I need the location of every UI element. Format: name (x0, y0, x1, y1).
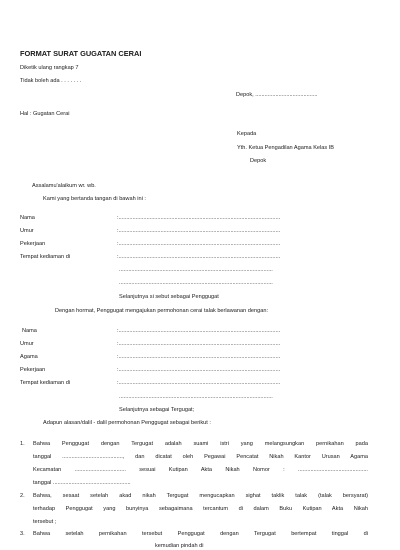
list-item (20, 531, 368, 550)
defendant-caption: Selanjutnya sebagai Tergugat; (119, 407, 195, 413)
recipient-title: Yth. Ketua Pengadilan Agama Kelas IB (237, 145, 335, 151)
item-line: tersebut ; (33, 519, 57, 525)
field-label: Umur (20, 341, 34, 347)
field-value: :........................................................................................................ (117, 228, 281, 234)
address-line: ................................................................................................... (119, 394, 273, 400)
place-date: Depok, ........................................ (236, 92, 318, 98)
field-value: :........................................................................................................ (117, 254, 281, 260)
item-number: 2. (20, 493, 25, 499)
request-text: Dengan hormat, Penggugat mengajukan permohonan cerai talak berlawanan dengan: (55, 308, 269, 314)
recipient-to: Kepada (237, 131, 257, 137)
subject-line: Hal : Gugatan Cerai (20, 111, 70, 117)
list-item (20, 493, 368, 529)
typing-note: Diketik ulang rangkap 7 (20, 65, 79, 71)
recipient-city: Depok (250, 158, 267, 164)
address-line: ................................................................................................... (119, 280, 273, 286)
item-number: 3. (20, 531, 25, 537)
reasons-intro: Adapun alasan/dalil - dalil permohonan Penggugat sebagai berikut : (43, 420, 211, 426)
item-line: Bahwa, sesaat setelah akad nikah Tergugat mengucapkan sighat taklik talak (talak bersyarat) (33, 493, 368, 499)
plaintiff-caption: Selanjutnya si sebut sebagai Penggugat (119, 294, 219, 300)
field-label: Agama (20, 354, 38, 360)
field-label: Nama (20, 215, 35, 221)
item-line: terhadap Penggugat yang bunyinya sebagaimana tercantum di dalam Buku Kutipan Akta Nikah (33, 506, 368, 512)
document-title: FORMAT SURAT GUGATAN CERAI (20, 49, 142, 58)
list-item (20, 441, 368, 491)
field-value: :........................................................................................................ (117, 354, 281, 360)
erasure-note: Tidak boleh ada . . . . . . . (20, 78, 82, 84)
field-label: Tempat kediaman di (20, 380, 71, 386)
item-number: 1. (20, 441, 25, 447)
field-value: :........................................................................................................ (117, 380, 281, 386)
intro-text: Kami yang bertanda tangan di bawah ini : (43, 196, 146, 202)
field-value: :........................................................................................................ (117, 341, 281, 347)
item-line: tanggal .................................................. (33, 480, 131, 486)
greeting: Assalamu'alaikum wr. wb. (32, 183, 96, 189)
field-label: Tempat kediaman di (20, 254, 71, 260)
address-line: ................................................................................................... (119, 267, 273, 273)
item-line: kemudian pindah di (155, 543, 204, 549)
field-label: Umur (20, 228, 34, 234)
field-label: Pekerjaan (20, 241, 46, 247)
item-line: tanggal ......................................., dan dicatat oleh Pegawai Pencatat Nikah Kantor Urusan Agama (33, 454, 368, 460)
field-value: :........................................................................................................ (117, 215, 281, 221)
field-value: :........................................................................................................ (117, 328, 281, 334)
field-value: :........................................................................................................ (117, 367, 281, 373)
item-line: Kecamatan ................................. sesuai Kutipan Akta Nikah Nomor : ............................................. (33, 467, 368, 473)
field-label: Nama (22, 328, 37, 334)
field-value: :........................................................................................................ (117, 241, 281, 247)
item-line: Bahwa setelah pernikahan tersebut Penggugat dengan Tergugat bertempat tinggal di (33, 531, 368, 537)
item-line: Bahwa Penggugat dengan Tergugat adalah suami istri yang melangsungkan pernikahan pada (33, 441, 368, 447)
field-label: Pekerjaan (20, 367, 46, 373)
